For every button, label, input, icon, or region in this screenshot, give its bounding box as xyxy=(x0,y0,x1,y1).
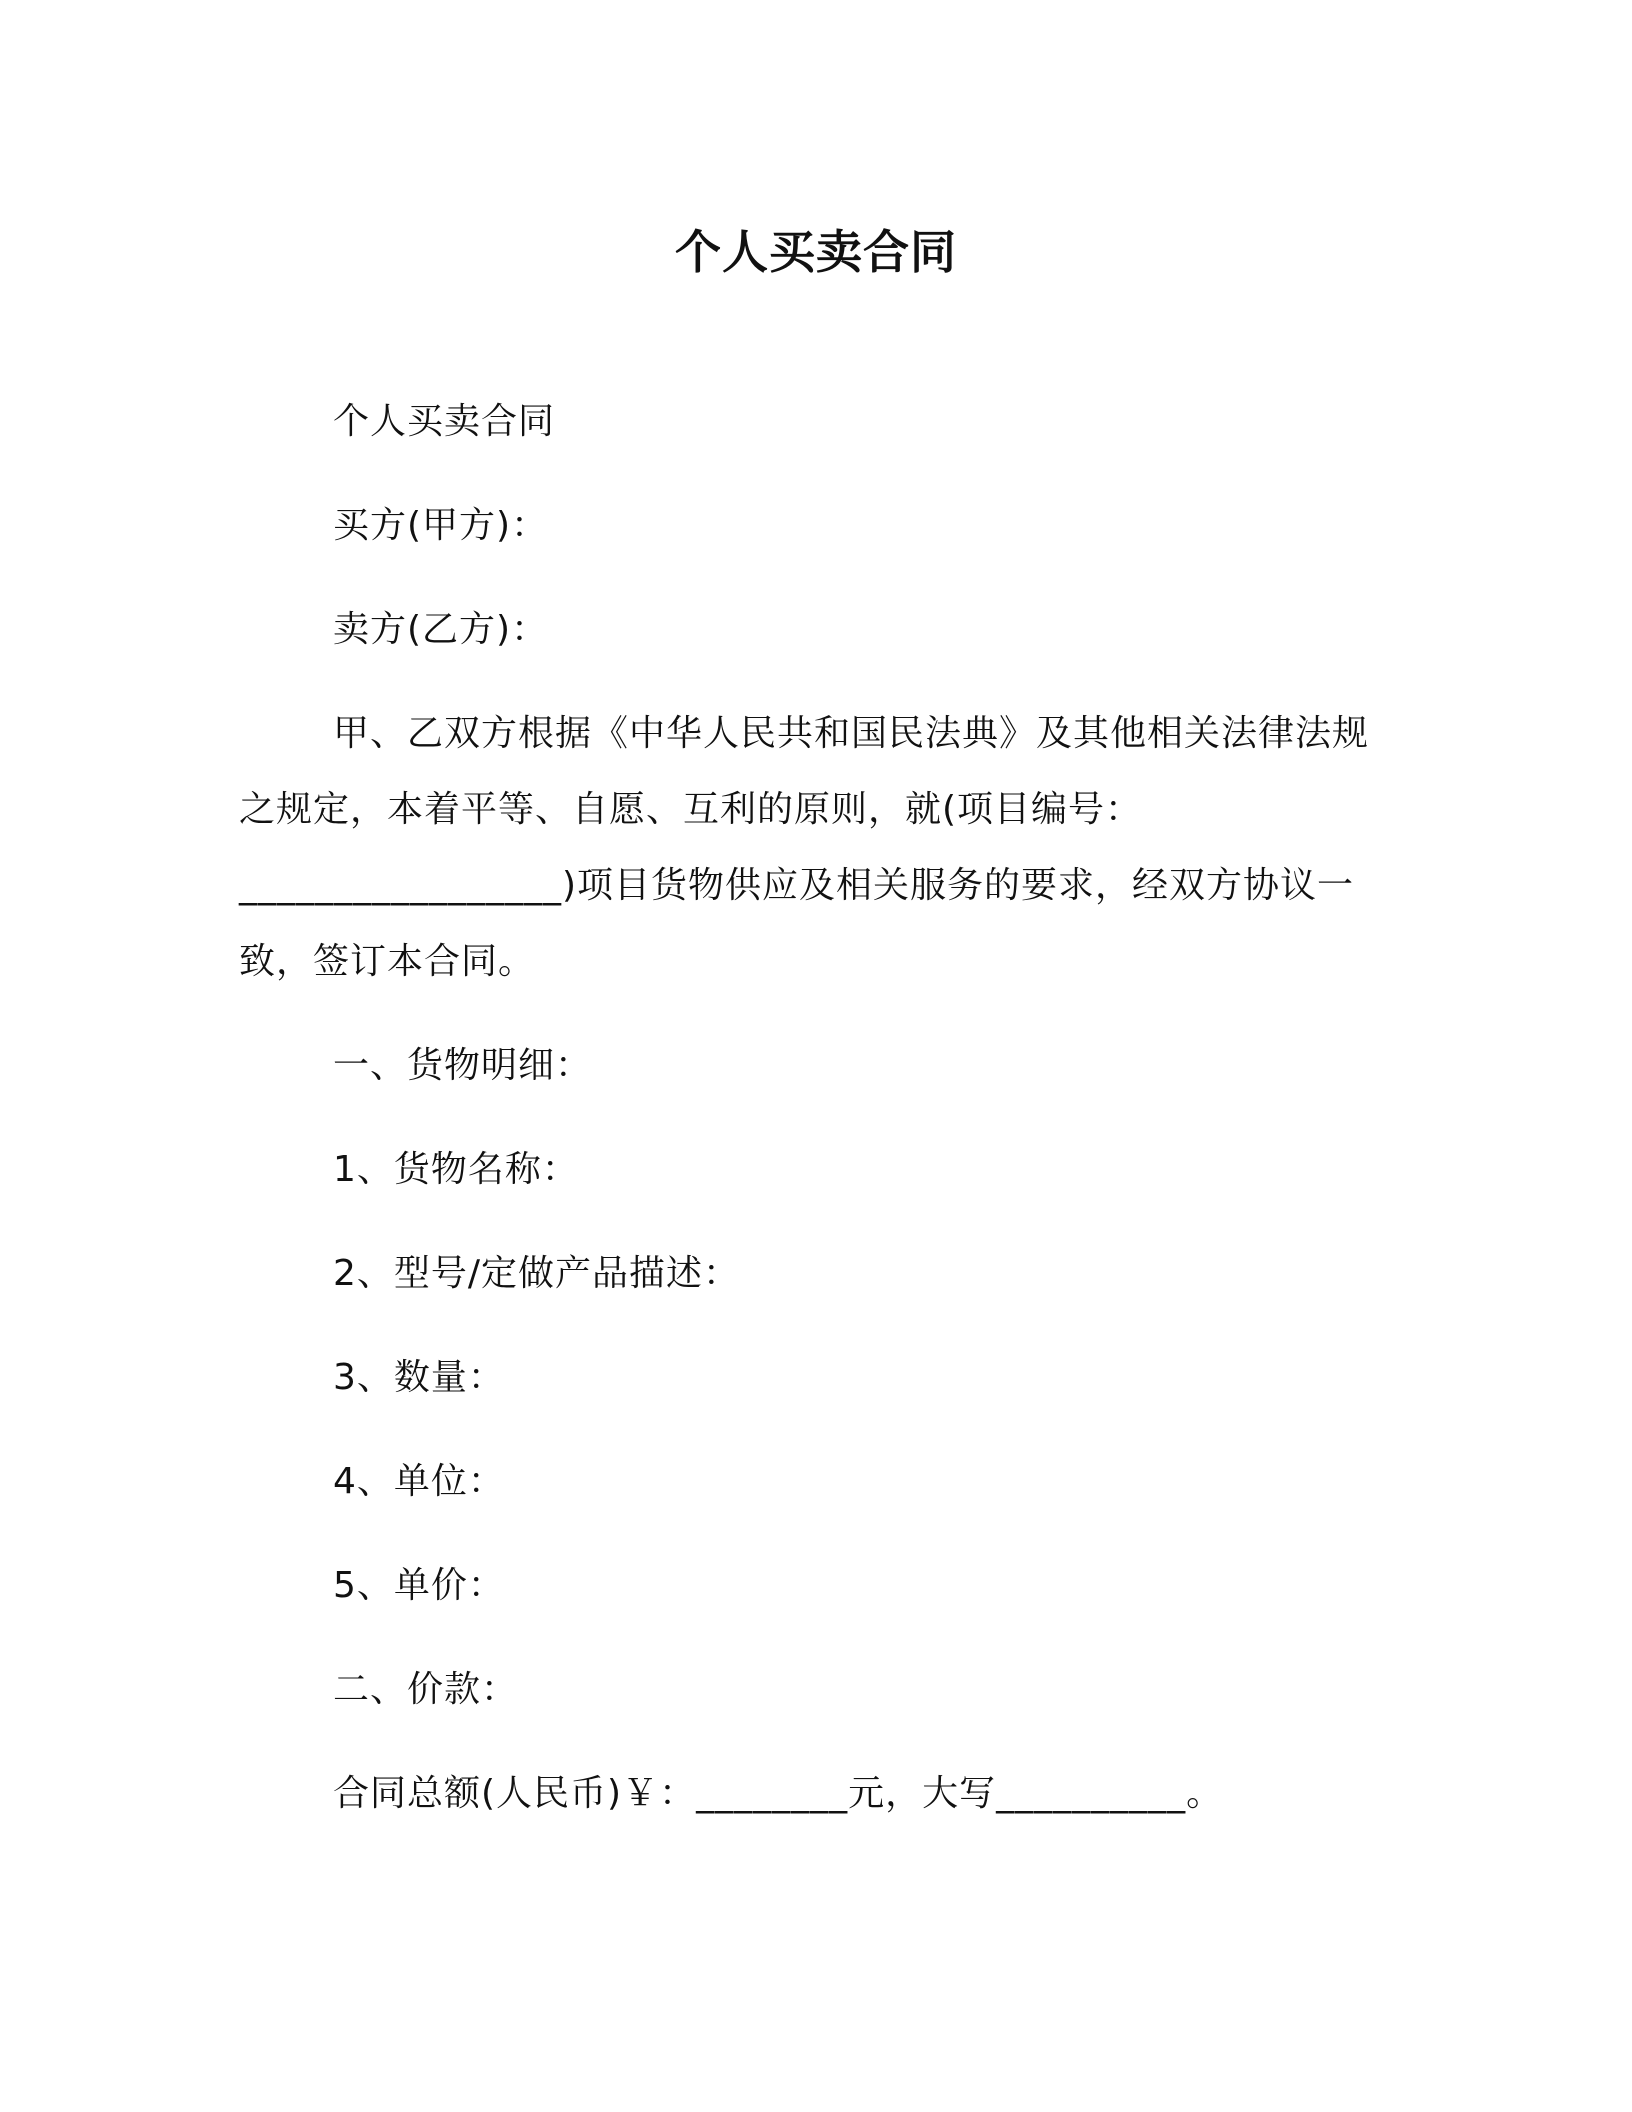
goods-unit-item: 4、单位： xyxy=(333,1461,505,1502)
goods-model-item: 2、型号/定做产品描述： xyxy=(333,1253,741,1294)
preamble-line-3: _________________)项目货物供应及相关服务的要求，经双方协议一 xyxy=(239,865,1355,906)
contract-heading: 个人买卖合同 xyxy=(333,401,556,442)
section-price-heading: 二、价款： xyxy=(333,1669,519,1710)
preamble-line-2: 之规定，本着平等、自愿、互利的原则，就(项目编号： xyxy=(239,789,1143,830)
contract-total-line: 合同总额(人民币)￥：________元，大写__________。 xyxy=(333,1773,1224,1814)
goods-name-item: 1、货物名称： xyxy=(333,1149,579,1190)
seller-label: 卖方(乙方)： xyxy=(333,609,549,650)
goods-unit-price-item: 5、单价： xyxy=(333,1565,505,1606)
buyer-label: 买方(甲方)： xyxy=(333,505,549,546)
preamble-line-1: 甲、乙双方根据《中华人民共和国民法典》及其他相关法律法规 xyxy=(333,713,1370,754)
document-title: 个人买卖合同 xyxy=(675,225,957,279)
goods-quantity-item: 3、数量： xyxy=(333,1357,505,1398)
section-goods-heading: 一、货物明细： xyxy=(333,1045,593,1086)
preamble-line-4: 致，签订本合同。 xyxy=(239,941,536,982)
